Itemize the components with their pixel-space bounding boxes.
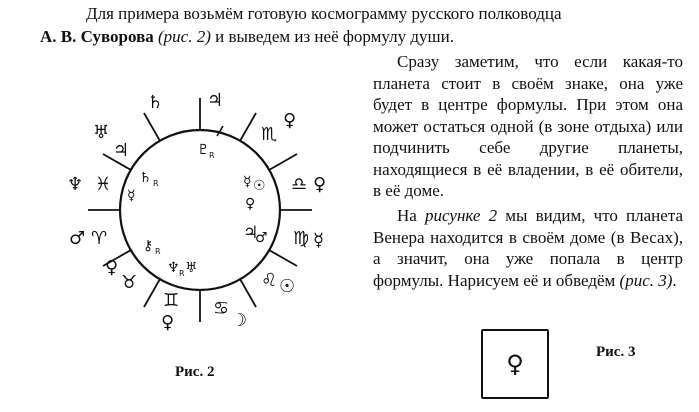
venus-formula-box (481, 329, 549, 399)
retrograde-label-1: R (209, 151, 215, 160)
divider-lower-right (269, 250, 297, 266)
saturn-inner-icon: ♄ (139, 170, 152, 186)
cosmogram-svg (55, 78, 345, 338)
figure-reference-2: рисунке 2 (424, 206, 498, 225)
figure-reference: (рис. 2) (158, 27, 211, 46)
paragraph-2-mid: мы видим, что планета Венера находится в своём доме (в Весах), а значит, она уже попала в центр формулы. Нарисуем её и обведём (373, 206, 684, 290)
retrograde-label-4: R (179, 269, 185, 278)
virgo-icon: ♍ (293, 228, 310, 249)
intro-line-2 (40, 27, 454, 47)
mercury-inner-right-icon: ☿ (243, 174, 252, 190)
taurus-icon: ♉ (121, 272, 138, 293)
venus-bottom-icon: ♀ (161, 312, 175, 333)
mercury-inner-icon: ☿ (127, 188, 136, 204)
jupiter-inner-icon: ♃ (243, 223, 259, 243)
jupiter-icon: ♃ (207, 90, 224, 111)
paragraph-2-end: . (672, 270, 677, 290)
uranus-inner-icon: ♅ (185, 260, 198, 276)
uranus-icon: ♅ (93, 122, 110, 143)
neptune-inner-icon: ♆ (167, 260, 180, 276)
divider-bottom-left (144, 279, 160, 307)
divider-bottom-right (240, 279, 256, 307)
figure-2-caption: Рис. 2 (175, 364, 215, 380)
paragraph-1: Сразу заметим, что если какая-то планета стоит в своём знаке, она уже будет в центре формулы. При этом она может остаться одной (в зоне отдыха) или подчинить себе другие планеты, находящиеся в её владении, в её обители, в её доме. (373, 52, 683, 200)
mars-inner-icon: ♂ (255, 230, 268, 246)
mercury-icon: ☿ (313, 230, 325, 251)
sun-icon: ☉ (279, 276, 296, 297)
neptune-icon: ♆ (67, 174, 84, 195)
venus-inner-icon: ♀ (245, 196, 256, 212)
mars-icon: ♂ (69, 228, 86, 249)
pluto-icon: ♇ (197, 142, 210, 158)
cosmogram-figure (55, 78, 345, 338)
figure-reference-3: (рис. 3) (619, 270, 673, 290)
sun-inner-icon: ☉ (253, 178, 266, 194)
gemini-icon: ♊ (163, 290, 180, 311)
divider-top-right (240, 113, 256, 141)
author-name: А. В. Суворова (40, 27, 154, 46)
paragraph-2 (373, 205, 683, 291)
divider-top-left (144, 113, 160, 141)
retrograde-label-3: R (155, 247, 161, 256)
aries-icon: ♈ (91, 228, 108, 249)
divider-upper-right (269, 154, 297, 170)
leo-icon: ♌ (261, 270, 278, 291)
jupiter-secondary-icon: ♃ (113, 140, 130, 161)
venus-upper-icon: ♀ (283, 110, 297, 131)
figure-3-caption: Рис. 3 (596, 344, 636, 360)
venus-lower-icon: ♀ (105, 257, 119, 278)
intro-line-1: Для примера возьмём готовую космограмму русского полководца (86, 4, 562, 23)
moon-icon: ☽ (231, 310, 248, 331)
intro-rest: и выведем из неё формулу души. (210, 27, 454, 46)
paragraph-2-lead: На (397, 206, 425, 225)
pisces-icon: ♓ (95, 174, 112, 195)
scorpio-icon: ♏ (261, 124, 278, 145)
chiron-icon: ⚷ (143, 238, 154, 254)
venus-icon: ♀ (506, 350, 524, 378)
libra-icon: ♎ (291, 174, 308, 195)
retrograde-label-2: R (153, 179, 159, 188)
saturn-icon: ♄ (147, 92, 164, 113)
venus-right-icon: ♀ (313, 174, 327, 195)
cancer-icon: ♋ (213, 298, 230, 319)
